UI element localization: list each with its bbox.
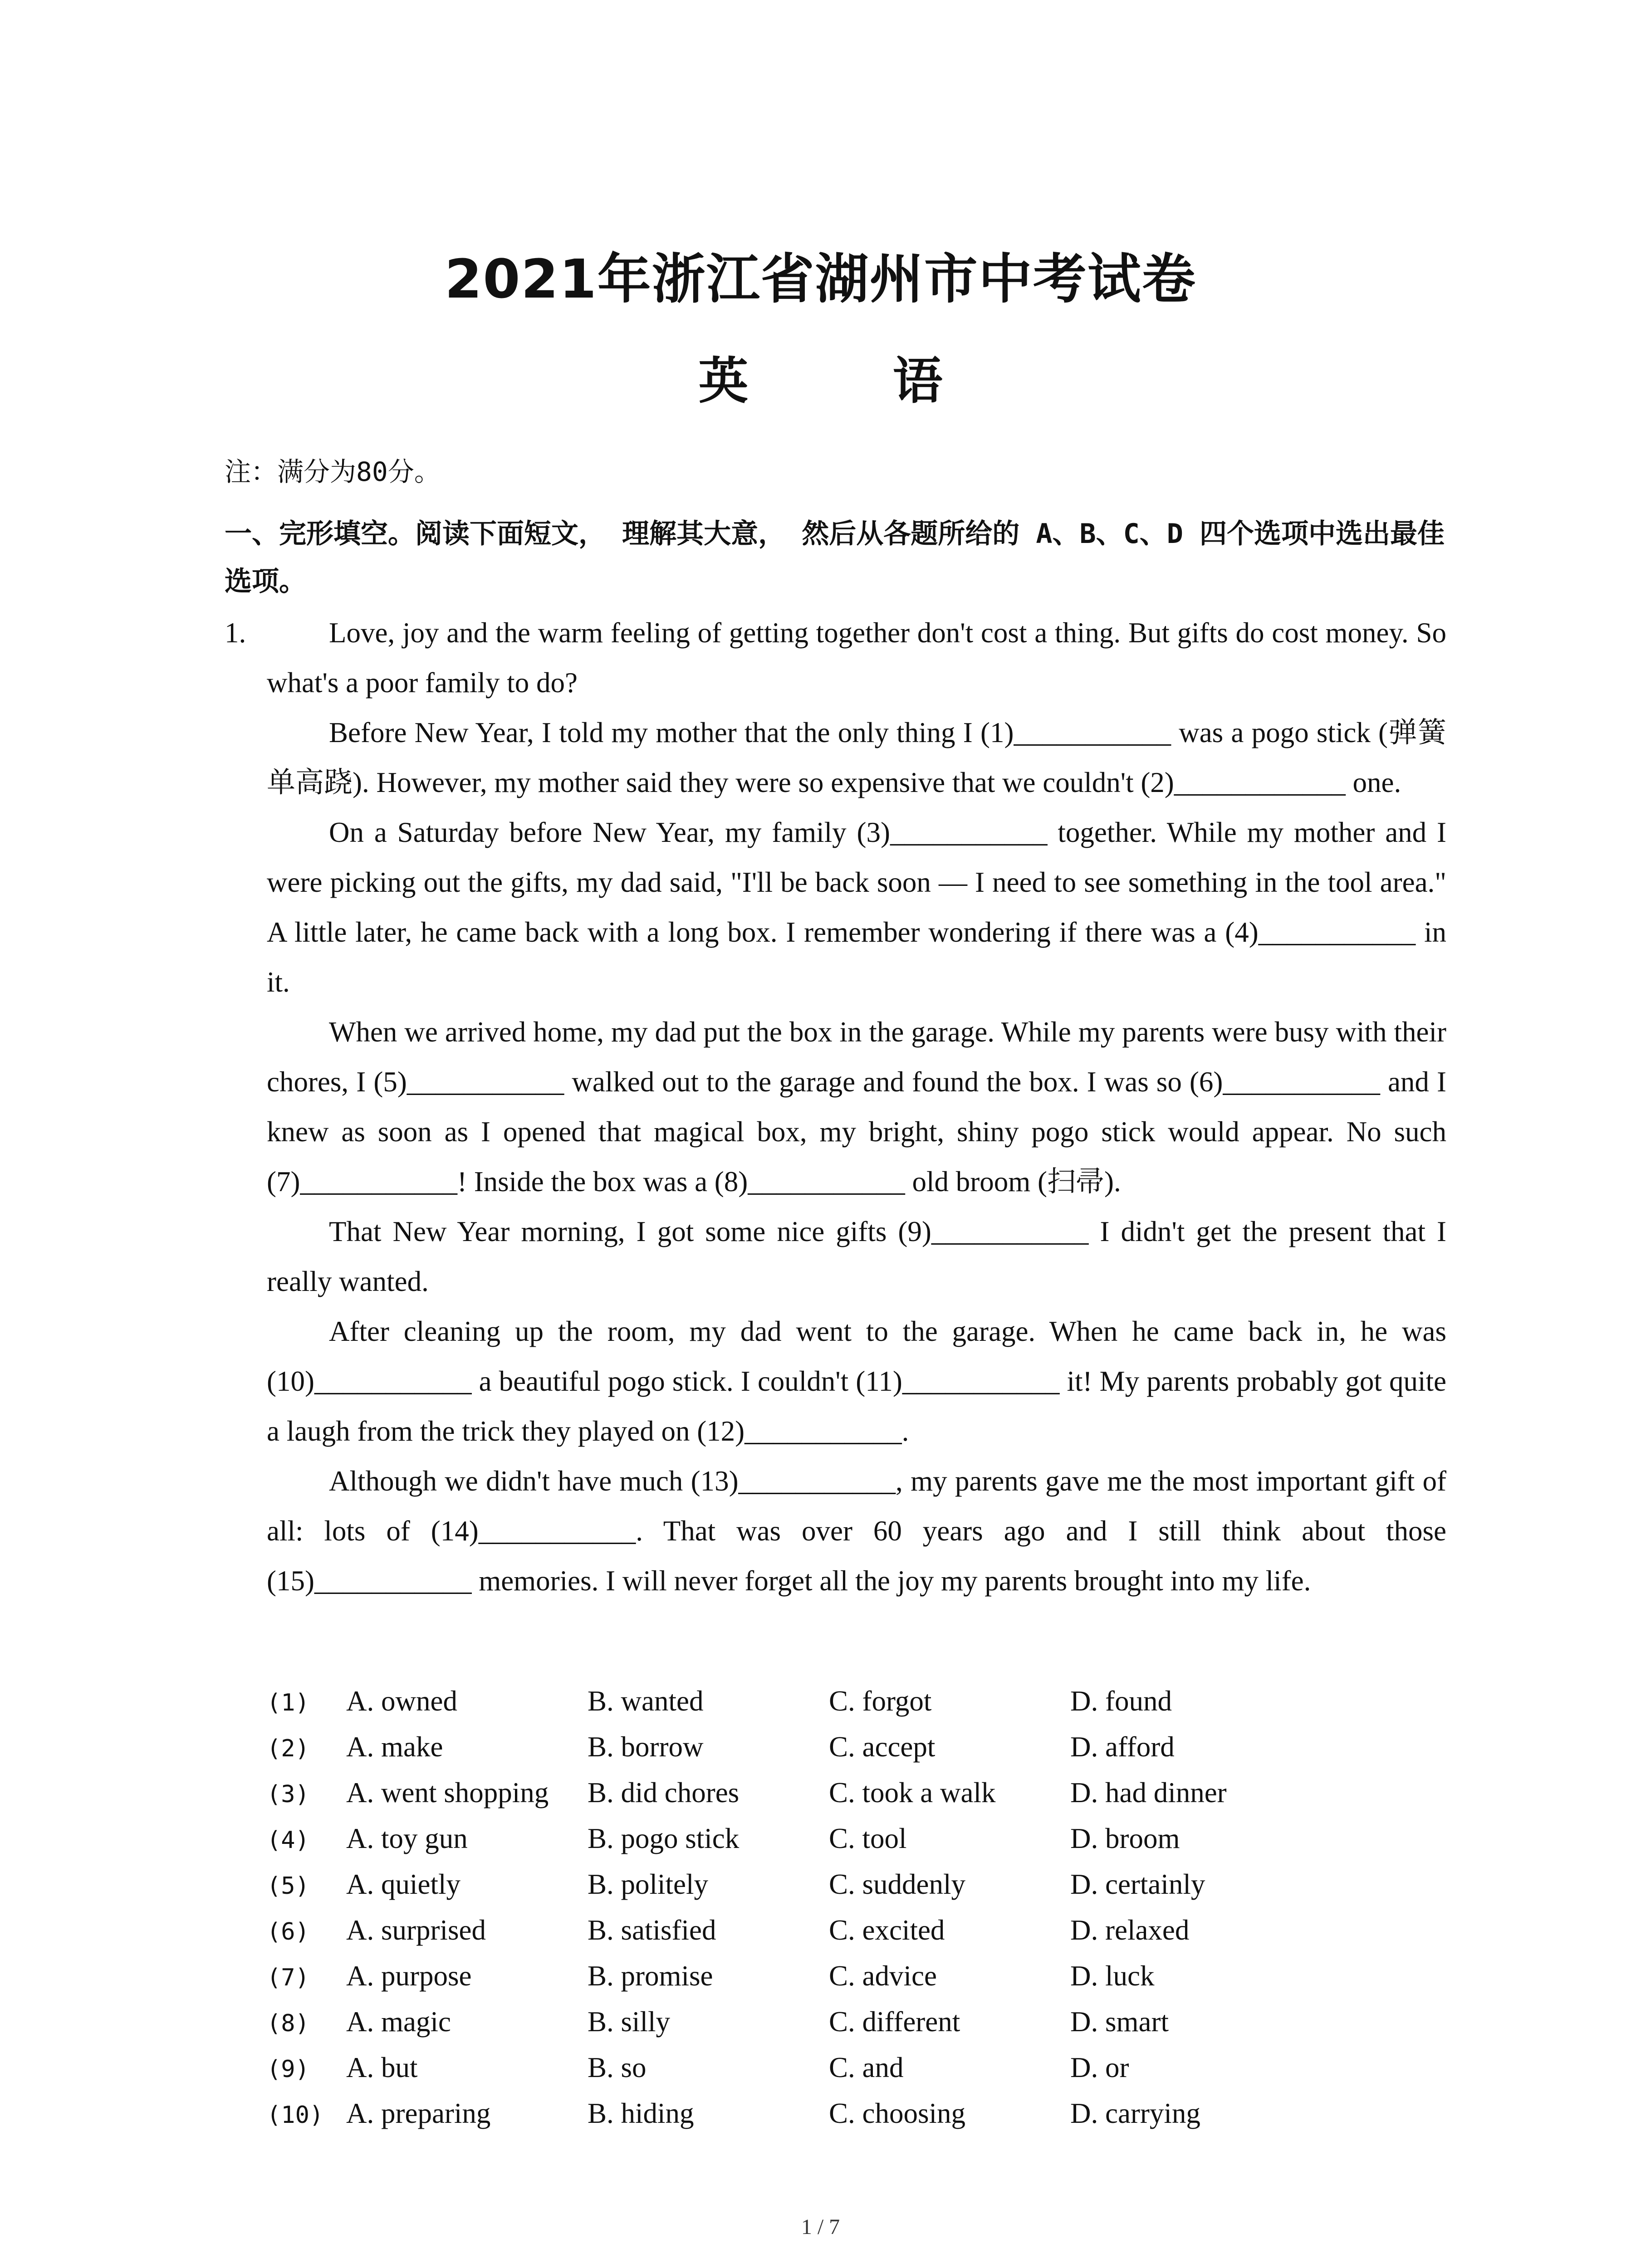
- option-a: A. went shopping: [346, 1777, 549, 1809]
- option-number: (10): [267, 2102, 324, 2129]
- option-row: [267, 1953, 1401, 1999]
- option-a: A. magic: [346, 2006, 451, 2038]
- option-a: A. make: [346, 1731, 443, 1763]
- option-row: [267, 1999, 1401, 2045]
- option-c: C. different: [829, 2006, 960, 2038]
- passage-paragraph: Although we didn't have much (13)___________, my parents gave me the most important gift of all: lots of (14)___________. That was over 60 years ago and I still think about those (15)___________ memories. I will never forget all the joy my parents brought into my life.: [267, 1465, 1446, 1597]
- section-heading: 一、完形填空。阅读下面短文， 理解其大意， 然后从各题所给的 A、B、C、D 四个选项中选出最佳选项。: [225, 518, 1445, 597]
- option-number: (9): [267, 2056, 309, 2083]
- passage-paragraph: Love, joy and the warm feeling of getting together don't cost a thing. But gifts do cost money. So what's a poor family to do?: [267, 617, 1446, 699]
- option-d: D. smart: [1070, 2006, 1169, 2038]
- option-c: C. suddenly: [829, 1868, 966, 1900]
- option-a: A. toy gun: [346, 1823, 468, 1854]
- option-b: B. wanted: [588, 1685, 704, 1717]
- option-a: A. but: [346, 2052, 418, 2083]
- option-b: B. did chores: [588, 1777, 740, 1809]
- cloze-passage: [267, 608, 1446, 1606]
- option-d: D. carrying: [1070, 2097, 1200, 2129]
- option-b: B. pogo stick: [588, 1823, 740, 1854]
- option-row: [267, 1724, 1401, 1770]
- question-number: 1.: [225, 617, 246, 649]
- option-number: (5): [267, 1872, 309, 1900]
- subject-title: 英 语: [698, 352, 1006, 410]
- page-title: 2021年浙江省湖州市中考试卷: [445, 248, 1196, 310]
- option-a: A. surprised: [346, 1914, 486, 1946]
- option-row: [267, 1678, 1401, 1724]
- option-number: (6): [267, 1918, 309, 1945]
- option-number: (4): [267, 1827, 309, 1854]
- option-d: D. luck: [1070, 1960, 1155, 1992]
- option-b: B. silly: [588, 2006, 671, 2038]
- option-row: [267, 1770, 1401, 1816]
- option-b: B. hiding: [588, 2097, 694, 2129]
- option-a: A. preparing: [346, 2097, 491, 2129]
- option-b: B. so: [588, 2052, 647, 2083]
- option-d: D. afford: [1070, 1731, 1175, 1763]
- option-b: B. borrow: [588, 1731, 704, 1763]
- option-row: [267, 2045, 1401, 2091]
- option-row: [267, 2091, 1401, 2136]
- option-number: (1): [267, 1689, 309, 1716]
- options-list: [267, 1678, 1401, 2136]
- option-c: C. choosing: [829, 2097, 966, 2129]
- option-number: (3): [267, 1781, 309, 1808]
- option-c: C. accept: [829, 1731, 936, 1763]
- passage-paragraph: On a Saturday before New Year, my family (3)___________ together. While my mother and I were picking out the gifts, my dad said, "I'll be back soon — I need to see something in the tool area." A little later, he came back with a long box. I remember wondering if there was a (4)___________ in it.: [267, 816, 1446, 998]
- option-c: C. forgot: [829, 1685, 932, 1717]
- option-d: D. certainly: [1070, 1868, 1205, 1900]
- passage-paragraph: After cleaning up the room, my dad went to the garage. When he came back in, he was (10)___________ a beautiful pogo stick. I couldn't (11)___________ it! My parents probably got quite a laugh from the trick they played on (12)___________.: [267, 1315, 1446, 1447]
- option-number: (8): [267, 2010, 309, 2037]
- option-row: [267, 1816, 1401, 1862]
- option-d: D. found: [1070, 1685, 1172, 1717]
- score-note: 注：满分为80分。: [225, 456, 441, 487]
- option-d: D. or: [1070, 2052, 1129, 2083]
- option-d: D. relaxed: [1070, 1914, 1190, 1946]
- option-d: D. had dinner: [1070, 1777, 1227, 1809]
- option-c: C. tool: [829, 1823, 907, 1854]
- option-c: C. and: [829, 2052, 904, 2083]
- option-number: (7): [267, 1964, 309, 1991]
- passage-paragraph: That New Year morning, I got some nice gifts (9)___________ I didn't get the present that I really wanted.: [267, 1216, 1446, 1297]
- option-b: B. promise: [588, 1960, 713, 1992]
- option-a: A. purpose: [346, 1960, 472, 1992]
- option-b: B. politely: [588, 1868, 708, 1900]
- option-b: B. satisfied: [588, 1914, 716, 1946]
- page-indicator: 1 / 7: [801, 2215, 840, 2239]
- option-row: [267, 1907, 1401, 1953]
- option-c: C. excited: [829, 1914, 945, 1946]
- option-row: [267, 1862, 1401, 1907]
- option-c: C. took a walk: [829, 1777, 996, 1809]
- passage-paragraph: When we arrived home, my dad put the box in the garage. While my parents were busy with their chores, I (5)___________ walked out to the garage and found the box. I was so (6)___________ and I knew as soon as I opened that magical box, my bright, shiny pogo stick would appear. No such (7)___________! Inside the box was a (8)___________ old broom (扫帚).: [267, 1016, 1446, 1198]
- option-c: C. advice: [829, 1960, 937, 1992]
- option-a: A. owned: [346, 1685, 457, 1717]
- passage-paragraph: Before New Year, I told my mother that the only thing I (1)___________ was a pogo stick (弹簧单高跷). However, my mother said they were so expensive that we couldn't (2)____________ one.: [267, 717, 1446, 798]
- option-d: D. broom: [1070, 1823, 1180, 1854]
- option-a: A. quietly: [346, 1868, 460, 1900]
- option-number: (2): [267, 1735, 309, 1762]
